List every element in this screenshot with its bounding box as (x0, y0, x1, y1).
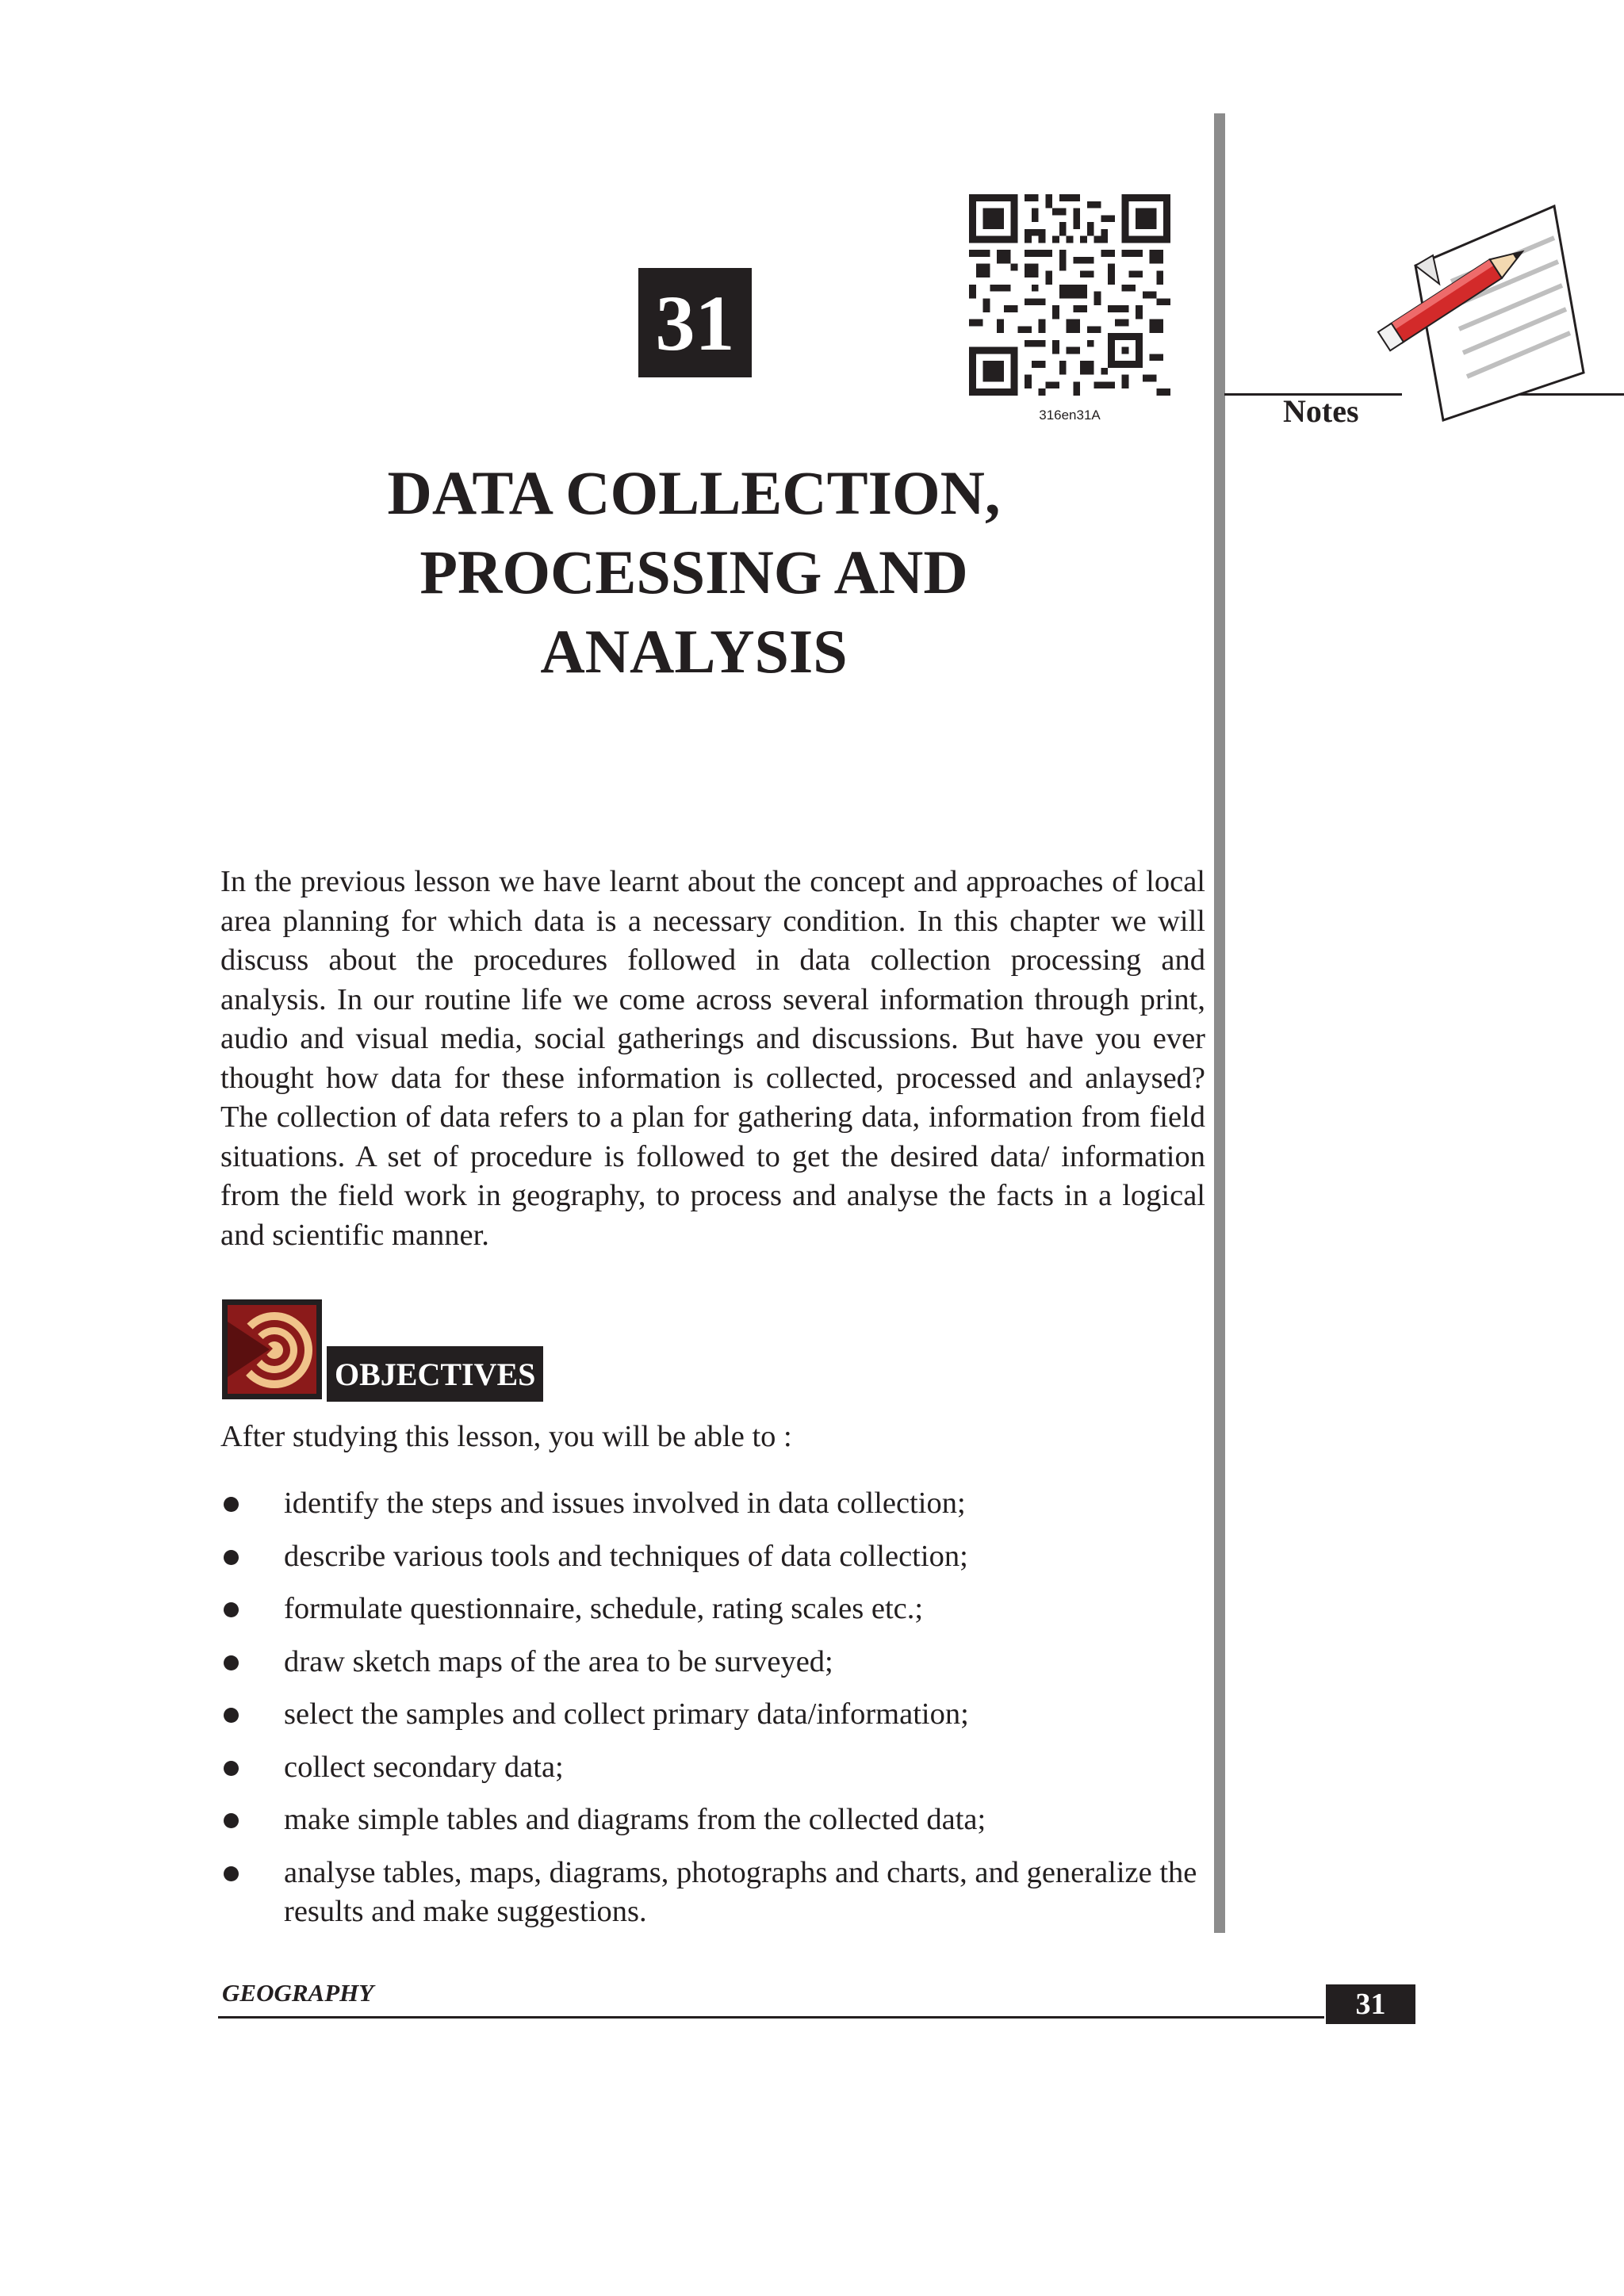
bullet-icon (224, 1497, 239, 1512)
list-item (220, 1484, 1208, 1524)
list-item-text: collect secondary data; (284, 1750, 564, 1784)
list-item (220, 1800, 1208, 1840)
page-number: 31 (1326, 1984, 1415, 2024)
footer-subject: GEOGRAPHY (222, 1979, 374, 2007)
title-line: DATA COLLECTION, (387, 458, 1001, 527)
list-item-text: draw sketch maps of the area to be surveyed; (284, 1644, 833, 1678)
margin-rule (1214, 113, 1225, 1933)
objectives-list (220, 1484, 1208, 1946)
target-icon (220, 1298, 324, 1401)
bullet-icon (224, 1813, 239, 1828)
qr-caption: 316en31A (1039, 408, 1101, 423)
title-line: ANALYSIS (540, 617, 848, 686)
objectives-lead: After studying this lesson, you will be able to : (220, 1420, 792, 1453)
list-item (220, 1590, 1208, 1629)
footer-rule (218, 2016, 1324, 2019)
intro-paragraph: In the previous lesson we have learnt about the concept and approaches of local area planning for which data is a necessary condition. In this chapter we will discuss about the procedures followed in data collection processing and analysis. In our routine life we come across several information through print, audio and visual media, social gatherings and discussions. But have you ever thought how data for these information is collected, processed and anlaysed? The collection of data refers to a plan for gathering data, information from field situations. A set of procedure is followed to get the desired data/ information from the field work in geography, to process and analyse the facts in a logical and scientific manner. (220, 865, 1205, 1252)
list-item (220, 1748, 1208, 1788)
list-item-text: formulate questionnaire, schedule, rating scales etc.; (284, 1592, 924, 1625)
list-item (220, 1537, 1208, 1577)
list-item-text: identify the steps and issues involved in data collection; (284, 1487, 966, 1520)
list-item (220, 1643, 1208, 1682)
list-item-text: select the samples and collect primary data/information; (284, 1697, 969, 1731)
list-item-text: describe various tools and techniques of data collection; (284, 1539, 968, 1573)
bullet-icon (224, 1602, 239, 1617)
bullet-icon (224, 1761, 239, 1776)
bullet-icon (224, 1550, 239, 1565)
notepad-pencil-icon (1376, 190, 1590, 428)
list-item (220, 1854, 1208, 1932)
notes-label: Notes (1283, 393, 1359, 429)
list-item (220, 1695, 1208, 1735)
qr-code-icon[interactable] (969, 194, 1170, 396)
title-line: PROCESSING AND (419, 538, 968, 607)
objectives-heading: OBJECTIVES (327, 1346, 543, 1402)
chapter-number: 31 (638, 268, 752, 377)
list-item-text: make simple tables and diagrams from the collected data; (284, 1803, 986, 1836)
chapter-title (270, 453, 1118, 691)
list-item-text: analyse tables, maps, diagrams, photographs and charts, and generalize the results and make suggestions. (284, 1855, 1197, 1928)
bullet-icon (224, 1708, 239, 1723)
bullet-icon (224, 1866, 239, 1881)
bullet-icon (224, 1655, 239, 1670)
